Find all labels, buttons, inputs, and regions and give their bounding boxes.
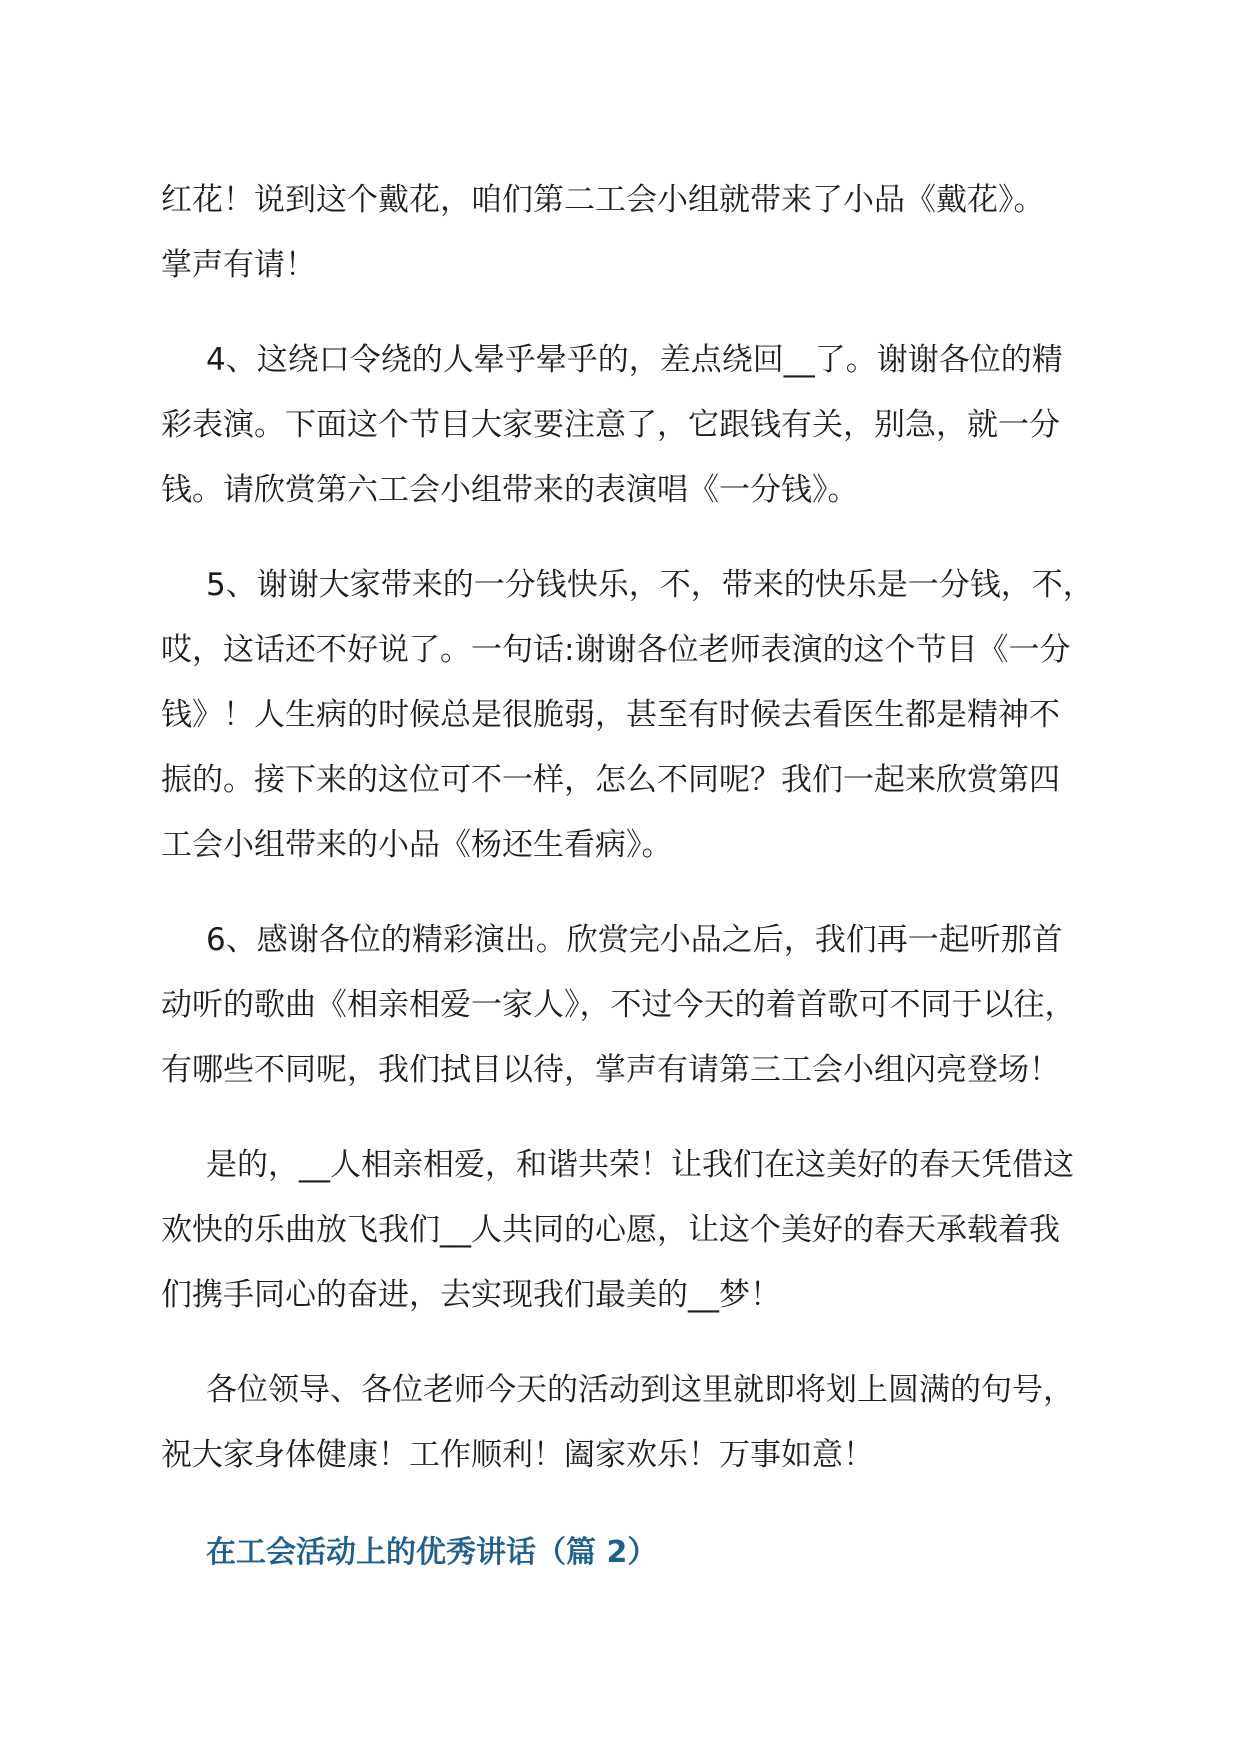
text-line: 各位领导、各位老师今天的活动到这里就即将划上圆满的句号， bbox=[206, 1372, 1074, 1408]
paragraph-closing-remarks bbox=[161, 1133, 1240, 1328]
text-line: 祝大家身体健康！工作顺利！阖家欢乐！万事如意！ bbox=[161, 1437, 874, 1473]
text-line: 4、这绕口令绕的人晕乎晕乎的，差点绕回__了。谢谢各位的精 bbox=[206, 342, 1063, 378]
paragraph-item-4 bbox=[161, 328, 1240, 523]
text-line: 欢快的乐曲放飞我们__人共同的心愿，让这个美好的春天承载着我 bbox=[161, 1212, 1060, 1248]
paragraph-farewell bbox=[161, 1358, 1240, 1488]
text-line: 工会小组带来的小品《杨还生看病》。 bbox=[161, 827, 673, 863]
text-line: 们携手同心的奋进，去实现我们最美的__梦！ bbox=[161, 1277, 781, 1313]
text-line: 有哪些不同呢，我们拭目以待，掌声有请第三工会小组闪亮登场！ bbox=[161, 1052, 1060, 1088]
text-line: 5、谢谢大家带来的一分钱快乐，不，带来的快乐是一分钱，不， bbox=[206, 567, 1094, 603]
text-line: 6、感谢各位的精彩演出。欣赏完小品之后，我们再一起听那首 bbox=[206, 922, 1063, 958]
paragraph-item-5 bbox=[161, 553, 1240, 878]
text-line: 哎，这话还不好说了。一句话:谢谢各位老师表演的这个节目《一分 bbox=[161, 632, 1071, 668]
text-line: 是的，__人相亲相爱，和谐共荣！让我们在这美好的春天凭借这 bbox=[206, 1147, 1074, 1183]
paragraph-item-6 bbox=[161, 908, 1240, 1103]
text-line: 振的。接下来的这位可不一样，怎么不同呢？我们一起来欣赏第四 bbox=[161, 762, 1060, 798]
paragraph-continuation bbox=[161, 168, 1240, 298]
text-line: 动听的歌曲《相亲相爱一家人》，不过今天的着首歌可不同于以往， bbox=[161, 987, 1076, 1023]
text-line: 钱。请欣赏第六工会小组带来的表演唱《一分钱》。 bbox=[161, 472, 859, 508]
text-line: 掌声有请！ bbox=[161, 247, 316, 283]
text-line: 钱》！人生病的时候总是很脆弱，甚至有时候去看医生都是精神不 bbox=[161, 697, 1060, 733]
text-line: 彩表演。下面这个节目大家要注意了，它跟钱有关，别急，就一分 bbox=[161, 407, 1060, 443]
text-line: 红花！说到这个戴花，咱们第二工会小组就带来了小品《戴花》。 bbox=[161, 182, 1045, 218]
section-heading: 在工会活动上的优秀讲话（篇 2） bbox=[206, 1535, 658, 1570]
